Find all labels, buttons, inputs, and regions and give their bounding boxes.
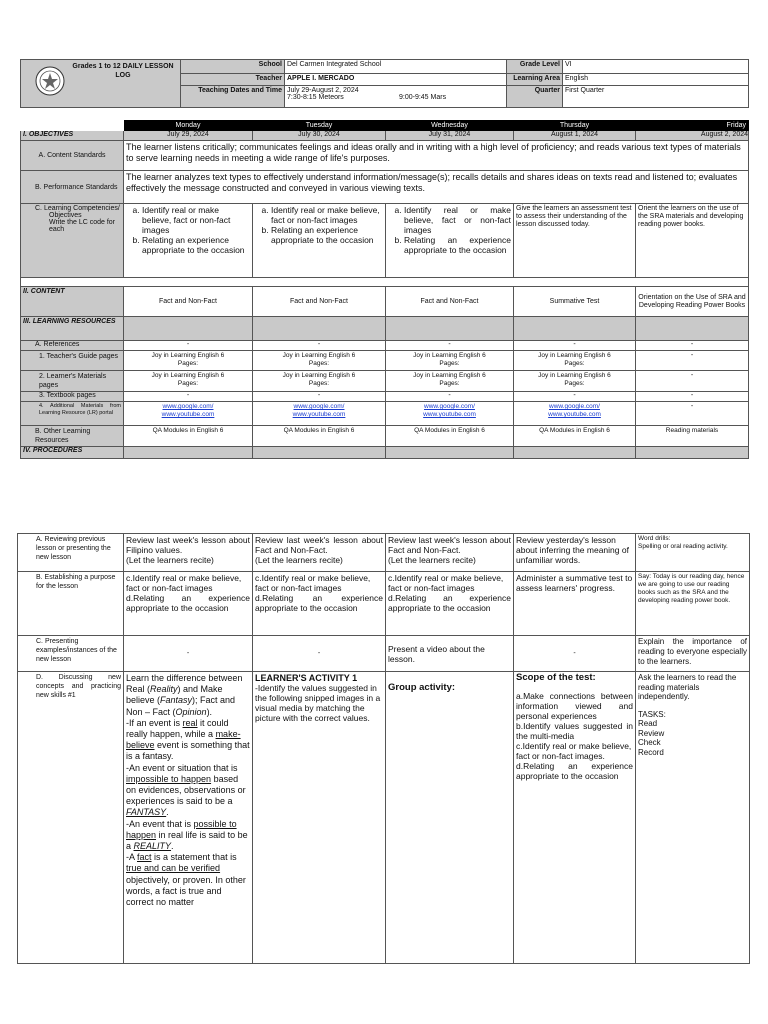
proc-b-wednesday: c.Identify real or make believe, fact or non-fact images d.Relating an experience appropriate to the occasion (386, 572, 514, 636)
lr-monday (124, 402, 253, 426)
other-wednesday: QA Modules in English 6 (386, 426, 514, 447)
proc-d-friday: Ask the learners to read the reading materials independently. TASKS: Read Review Check Record (636, 672, 750, 964)
youtube-link[interactable]: www.youtube.com (548, 411, 601, 418)
proc-d-label: D. Discussing new concepts and practicing new skills #1 (18, 672, 124, 964)
proc-c-friday: Explain the importance of reading to everyone especially to the learners. (636, 636, 750, 672)
google-link[interactable]: www.google.com/ (424, 403, 475, 410)
lr-tuesday (253, 402, 386, 426)
textbook-label: 3. Textbook pages (21, 392, 124, 402)
lesson-table-1: Monday Tuesday Wednesday Thursday Friday I. OBJECTIVES July 29, 2024 July 30, 2024 July 31, 2024 August 1, 2024 August 2, 2024 A. Content Standards The learner listens critically; communicates feelings and ideas orally and in writing with a high level of proficiency; and reads various text types of materials to serve learning needs in meeting a wide range of life's purposes. B. Performance Standards The learner analyzes text types to effectively understand information/message(s); recalls details and shares ideas on texts read and listened to; evaluates effectively the message constructed and conveyed in various viewing texts. C. Learning Competencies/ Objectives Write the LC code for each a. Identify real or make believe, fact or non-fact images b. Relating an experience appropriate to the occasion a. Identify real or make believe, fact or non-fact images b. Relating an experience appropriate to the occasion a. Identify real or make believe, fact or non-fact images b. Relating an experience appropriate to the occasion Give the learners an assessment test to assess their understanding of the lesson discussed today. Orient the learners on the use of the SRA materials and developing reading power books. II. CONTENT Fact and Non-Fact Fact and Non-Fact Fact and Non-Fact Summative Test Orientation on the Use of SRA and Developing Reading Power Books III. LEARNING RESOURCES A. References - - - - - 1. Teacher's Guide pages Joy in Learning English 6 Pages: Joy in Learning English 6 Pages: Joy in Learning English 6 Pages: Joy in Learning English 6 Pages: - 2. Learner's Materials pages Joy in Learning English 6 Pages: Joy in Learning English 6 Pages: Joy in Learning English 6 Pages: Joy in Learning English 6 Pages: - 3. Textbook pages - - - - - 4. Additional Materials from Learning Resource (LR) portal www.google.com/ www.youtube.com www.google.com/ www.youtube.com www.google.com/ www.youtube.com www.google.com/ www.youtube.com - B. Other Learning Resources QA Modules in English 6 QA Modules in English 6 QA Modules in English 6 QA Modules in English 6 Reading materials IV. PROCEDURES (20, 120, 749, 459)
area-value: English (563, 74, 749, 86)
youtube-link[interactable]: www.youtube.com (161, 411, 215, 418)
content-thursday: Summative Test (514, 287, 636, 317)
quarter-label: Quarter (507, 86, 563, 108)
date-monday: July 29, 2024 (124, 131, 253, 141)
dll-title: Grades 1 to 12 DAILY LESSON LOG (72, 63, 174, 79)
lr-wednesday (386, 402, 514, 426)
proc-a-label: A. Reviewing previous lesson or presenting the new lesson (18, 534, 124, 572)
proc-a-tuesday: Review last week's lesson about Fact and Non-Fact. (Let the learners recite) (253, 534, 386, 572)
lr-portal-label: 4. Additional Materials from Learning Resource (LR) portal (21, 402, 124, 426)
lc-tuesday: a. Identify real or make believe, fact or non-fact images b. Relating an experience appropriate to the occasion (253, 204, 386, 278)
proc-d-monday: Learn the difference between Real (Reality) and Make believe (Fantasy); Fact and Non – Fact (Opinion). -If an event is real it could really happen, while a make-believe event is something that is a fantasy. -An event or situation that is impossible to happen based on evidences, observations or experiences is said to be a FANTASY. -An event that is possible to happen in real life is said to be a REALITY. -A fact is a statement that is true and can be verified objectively, or proven. In other words, a fact is true and correct no matter (124, 672, 253, 964)
day-wednesday: Wednesday (386, 121, 514, 131)
header-logo-cell (21, 60, 181, 108)
dates-label: Teaching Dates and Time (181, 86, 285, 108)
performance-standards-label: B. Performance Standards (21, 171, 124, 204)
tg-tuesday: Joy in Learning English 6 Pages: (253, 351, 386, 371)
google-link[interactable]: www.google.com/ (162, 403, 214, 410)
date-wednesday: July 31, 2024 (386, 131, 514, 141)
other-resources-label: B. Other Learning Resources (21, 426, 124, 447)
dates-cell (285, 86, 507, 108)
proc-c-wednesday: Present a video about the lesson. (386, 636, 514, 672)
header-table (20, 59, 749, 108)
grade-value: VI (563, 60, 749, 74)
proc-b-label: B. Establishing a purpose for the lesson (18, 572, 124, 636)
day-friday: Friday (636, 121, 749, 131)
time-line (287, 94, 504, 101)
date-friday: August 2, 2024 (636, 131, 749, 141)
learners-materials-label: 2. Learner's Materials pages (21, 371, 124, 392)
content-standards-label: A. Content Standards (21, 141, 124, 171)
proc-a-monday: Review last week's lesson about Filipino values. (Let the learners recite) (124, 534, 253, 572)
school-label: School (181, 60, 285, 74)
performance-standards-text: The learner analyzes text types to effectively understand information/message(s); recalls details and shares ideas on texts read and listened to; evaluates effectively the message constructed and conveyed in various viewing texts. (124, 171, 749, 204)
content-friday: Orientation on the Use of SRA and Developing Reading Power Books (636, 287, 749, 317)
proc-d-tuesday: LEARNER'S ACTIVITY 1 -Identify the values suggested in the following snipped images in a visual media by matching the picture with the correct values. (253, 672, 386, 964)
other-tuesday: QA Modules in English 6 (253, 426, 386, 447)
proc-a-wednesday: Review last week's lesson about Fact and Non-Fact. (Let the learners recite) (386, 534, 514, 572)
proc-b-tuesday: c.Identify real or make believe, fact or non-fact images d.Relating an experience appropriate to the occasion (253, 572, 386, 636)
lr-thursday (514, 402, 636, 426)
school-value: Del Carmen Integrated School (285, 60, 507, 74)
lm-monday: Joy in Learning English 6 Pages: (124, 371, 253, 392)
content-standards-text: The learner listens critically; communicates feelings and ideas orally and in writing with a high level of proficiency; and reads various text types of materials to serve learning needs in meeting a wide range of life's purposes. (124, 141, 749, 171)
quarter-value: First Quarter (563, 86, 749, 108)
google-link[interactable]: www.google.com/ (549, 403, 600, 410)
proc-b-thursday: Administer a summative test to assess learners' progress. (514, 572, 636, 636)
references-label: A. References (21, 341, 124, 351)
dates-value: July 29-August 2, 2024 (287, 87, 359, 94)
content-monday: Fact and Non-Fact (124, 287, 253, 317)
grade-label: Grade Level (507, 60, 563, 74)
other-friday: Reading materials (636, 426, 749, 447)
other-thursday: QA Modules in English 6 (514, 426, 636, 447)
day-thursday: Thursday (514, 121, 636, 131)
proc-a-thursday: Review yesterday's lesson about inferring the meaning of unfamiliar words. (514, 534, 636, 572)
proc-b-monday: c.Identify real or make believe, fact or non-fact images d.Relating an experience appropriate to the occasion (124, 572, 253, 636)
teachers-guide-label: 1. Teacher's Guide pages (21, 351, 124, 371)
content-wednesday: Fact and Non-Fact (386, 287, 514, 317)
deped-seal-icon (35, 66, 65, 96)
lc-friday: Orient the learners on the use of the SRA materials and developing reading power books. (636, 204, 749, 278)
proc-c-label: C. Presenting examples/instances of the new lesson (18, 636, 124, 672)
teacher-value: APPLE I. MERCADO (285, 74, 507, 86)
lc-monday: a. Identify real or make believe, fact or non-fact images b. Relating an experience appropriate to the occasion (124, 204, 253, 278)
other-monday: QA Modules in English 6 (124, 426, 253, 447)
lm-tuesday: Joy in Learning English 6 Pages: (253, 371, 386, 392)
time-1: 7:30-8:15 Meteors (287, 94, 344, 101)
lesson-table-2: A. Reviewing previous lesson or presenting the new lesson Review last week's lesson about Filipino values. (Let the learners recite) Review last week's lesson about Fact and Non-Fact. (Let the learners recite) Review last week's lesson about Fact and Non-Fact. (Let the learners recite) Review yesterday's lesson about inferring the meaning of unfamiliar words. Word drills: Spelling or oral reading activity. B. Establishing a purpose for the lesson c.Identify real or make believe, fact or non-fact images d.Relating an experience appropriate to the occasion c.Identify real or make believe, fact or non-fact images d.Relating an experience appropriate to the occasion c.Identify real or make believe, fact or non-fact images d.Relating an experience appropriate to the occasion Administer a summative test to assess learners' progress. Say: Today is our reading day, hence we are going to use our reading books such as the SRA and the developing reading power book. C. Presenting examples/instances of the new lesson - - Present a video about the lesson. - Explain the importance of reading to everyone especially to the learners. D. Discussing new concepts and practicing new skills #1 Learn the difference between Real (Reality) and Make believe (Fantasy); Fact and Non – Fact (Opinion). -If an event is real it could really happen, while a make-believe event is something that is a fantasy. -An event or situation that is impossible to happen based on evidences, observations or experiences is said to be a FANTASY. -An event that is possible to happen in real life is said to be a REALITY. -A fact is a statement that is true and can be verified objectively, or proven. In other words, a fact is true and correct no matter LEARNER'S ACTIVITY 1 -Identify the values suggested in the following snipped images in a visual media by matching the picture with the correct values. Group activity: Scope of the test: a.Make connections between information viewed and personal experiences b.Identify values suggested in the multi-media c.Identify real or make believe, fact or non-fact images. d.Relating an experience appropriate to the occasion Ask the learners to read the reading materials independently. TASKS: Read Review Check Record (17, 533, 750, 964)
date-tuesday: July 30, 2024 (253, 131, 386, 141)
google-link[interactable]: www.google.com/ (293, 403, 345, 410)
time-2: 9:00-9:45 Mars (399, 94, 447, 101)
lc-thursday: Give the learners an assessment test to assess their understanding of the lesson discussed today. (514, 204, 636, 278)
content-label: II. CONTENT (21, 287, 124, 317)
proc-d-thursday: Scope of the test: a.Make connections between information viewed and personal experiences b.Identify values suggested in the multi-media c.Identify real or make believe, fact or non-fact images. d.Relating an experience appropriate to the occasion (514, 672, 636, 964)
lm-wednesday: Joy in Learning English 6 Pages: (386, 371, 514, 392)
youtube-link[interactable]: www.youtube.com (292, 411, 346, 418)
tg-wednesday: Joy in Learning English 6 Pages: (386, 351, 514, 371)
tg-thursday: Joy in Learning English 6 Pages: (514, 351, 636, 371)
date-thursday: August 1, 2024 (514, 131, 636, 141)
proc-a-friday: Word drills: Spelling or oral reading activity. (636, 534, 750, 572)
area-label: Learning Area (507, 74, 563, 86)
day-monday: Monday (124, 121, 253, 131)
teacher-label: Teacher (181, 74, 285, 86)
objectives-label: I. OBJECTIVES (21, 131, 124, 141)
resources-label: III. LEARNING RESOURCES (21, 317, 124, 341)
tg-monday: Joy in Learning English 6 Pages: (124, 351, 253, 371)
lc-wednesday: a. Identify real or make believe, fact or non-fact images b. Relating an experience appropriate to the occasion (386, 204, 514, 278)
day-tuesday: Tuesday (253, 121, 386, 131)
content-tuesday: Fact and Non-Fact (253, 287, 386, 317)
lm-thursday: Joy in Learning English 6 Pages: (514, 371, 636, 392)
procedures-label: IV. PROCEDURES (21, 447, 124, 459)
proc-b-friday: Say: Today is our reading day, hence we are going to use our reading books such as the SRA and the developing reading power book. (636, 572, 750, 636)
youtube-link[interactable]: www.youtube.com (423, 411, 476, 418)
lc-label: C. Learning Competencies/ Objectives Write the LC code for each (21, 204, 124, 278)
proc-d-wednesday: Group activity: (386, 672, 514, 964)
